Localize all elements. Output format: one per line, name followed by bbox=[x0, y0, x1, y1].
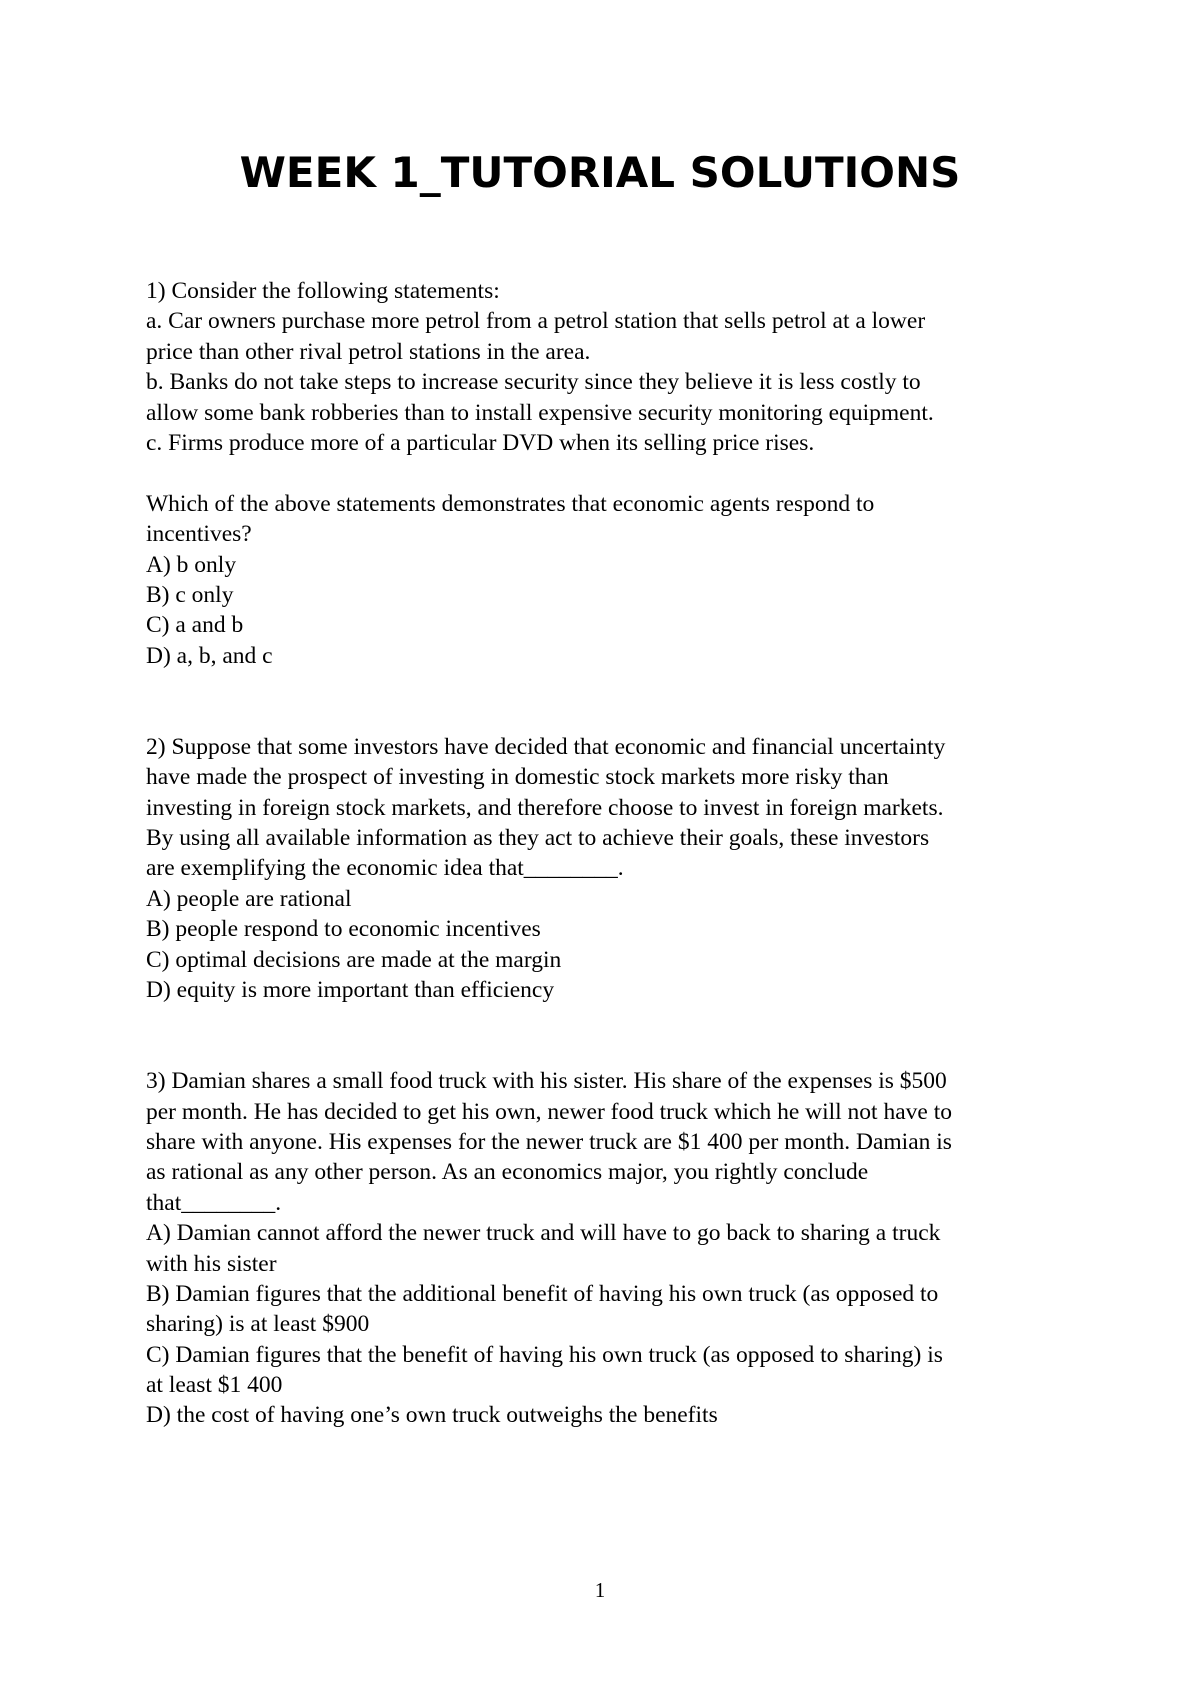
question-1-option-b: B) c only bbox=[146, 581, 234, 608]
question-3-option-d: D) the cost of having one’s own truck outweighs the benefits bbox=[146, 1402, 718, 1429]
question-3-option-c-cont: at least $1 400 bbox=[146, 1372, 283, 1399]
question-2-option-c: C) optimal decisions are made at the margin bbox=[146, 946, 562, 973]
question-1-line: a. Car owners purchase more petrol from a petrol station that sells petrol at a lower bbox=[146, 308, 926, 335]
question-2-line: 2) Suppose that some investors have decided that economic and financial uncertainty bbox=[146, 733, 946, 760]
question-3-line: as rational as any other person. As an economics major, you rightly conclude bbox=[146, 1159, 869, 1186]
question-2-line: By using all available information as they act to achieve their goals, these investors bbox=[146, 825, 930, 852]
question-3-line: share with anyone. His expenses for the newer truck are $1 400 per month. Damian is bbox=[146, 1128, 952, 1155]
question-3-line: that________. bbox=[146, 1189, 282, 1216]
question-2-line: investing in foreign stock markets, and therefore choose to invest in foreign markets. bbox=[146, 794, 944, 821]
question-3-option-c: C) Damian figures that the benefit of having his own truck (as opposed to sharing) is bbox=[146, 1341, 943, 1368]
question-1-line: price than other rival petrol stations in the area. bbox=[146, 338, 591, 365]
question-2-option-b: B) people respond to economic incentives bbox=[146, 916, 541, 943]
question-1-line: allow some bank robberies than to install expensive security monitoring equipment. bbox=[146, 399, 934, 426]
question-1 bbox=[146, 276, 1076, 671]
question-3-line: 3) Damian shares a small food truck with his sister. His share of the expenses is $500 bbox=[146, 1068, 947, 1095]
question-3-option-b-cont: sharing) is at least $900 bbox=[146, 1311, 370, 1338]
page-number: 1 bbox=[594, 1578, 606, 1602]
question-2-option-d: D) equity is more important than efficiency bbox=[146, 977, 555, 1003]
document-body bbox=[146, 276, 1076, 1431]
question-2-line: have made the prospect of investing in domestic stock markets more risky than bbox=[146, 764, 889, 791]
question-1-line: 1) Consider the following statements: bbox=[146, 278, 500, 304]
question-1-line: c. Firms produce more of a particular DVD when its selling price rises. bbox=[146, 429, 815, 456]
spacer bbox=[146, 1005, 1076, 1066]
question-2 bbox=[146, 732, 1076, 1006]
spacer bbox=[146, 671, 1076, 732]
question-1-option-d: D) a, b, and c bbox=[146, 642, 273, 669]
question-1-option-a: A) b only bbox=[146, 551, 237, 578]
question-3-line: per month. He has decided to get his own, newer food truck which he will not have to bbox=[146, 1098, 952, 1125]
question-3 bbox=[146, 1066, 1076, 1431]
question-2-option-a: A) people are rational bbox=[146, 885, 352, 912]
question-3-option-a-cont: with his sister bbox=[146, 1250, 277, 1277]
question-1-prompt: incentives? bbox=[146, 521, 252, 548]
spacer bbox=[146, 458, 1076, 488]
question-2-line: are exemplifying the economic idea that________. bbox=[146, 855, 624, 882]
question-1-line: b. Banks do not take steps to increase security since they believe it is less costly to bbox=[146, 369, 921, 396]
question-3-option-a: A) Damian cannot afford the newer truck and will have to go back to sharing a truck bbox=[146, 1220, 941, 1247]
document-title: WEEK 1_TUTORIAL SOLUTIONS bbox=[239, 148, 961, 197]
question-3-option-b: B) Damian figures that the additional benefit of having his own truck (as opposed to bbox=[146, 1280, 939, 1307]
question-1-prompt: Which of the above statements demonstrates that economic agents respond to bbox=[146, 490, 875, 517]
question-1-option-c: C) a and b bbox=[146, 612, 244, 639]
